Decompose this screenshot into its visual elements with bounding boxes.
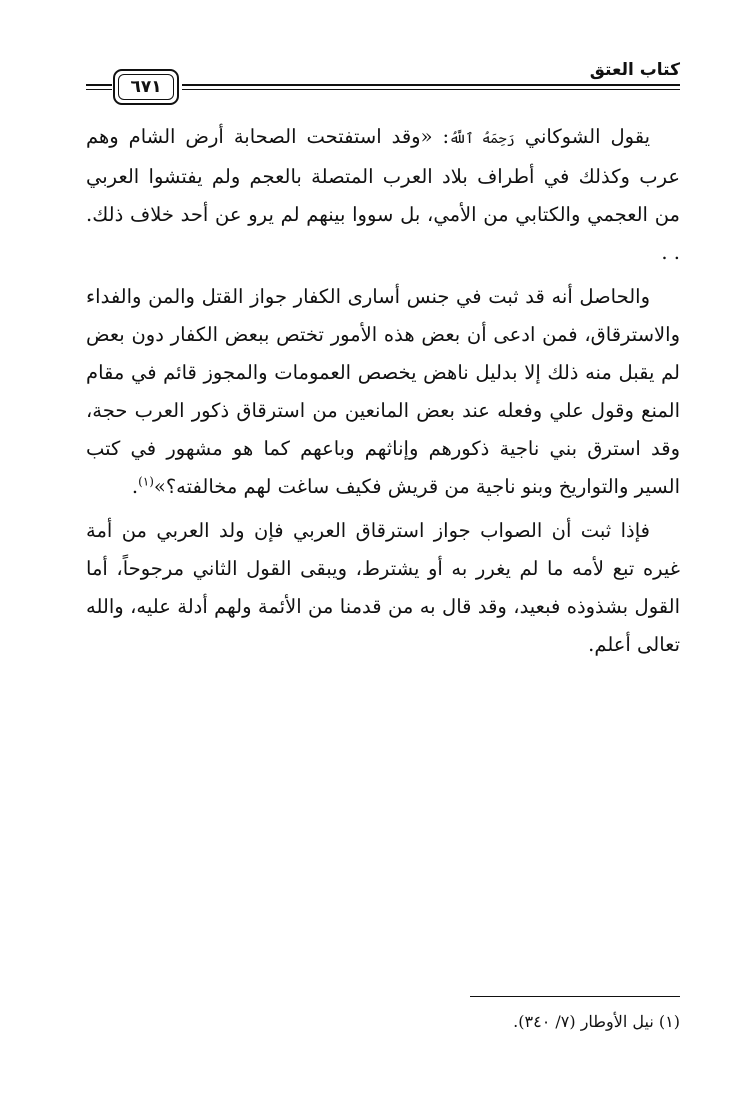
footnote-text: نيل الأوطار (٧/ ٣٤٠). xyxy=(513,1012,654,1031)
page-number-frame xyxy=(113,69,179,105)
paragraph-3-text: فإذا ثبت أن الصواب جواز استرقاق العربي فإن ولد العربي من أمة غيره تبع لأمه ما لم يغرر به أو يشترط، ويبقى القول الثاني مرجوحاً، أما القول بشذوذه فبعيد، وقد قال به من قدمنا من الأئمة ولهم أدلة عليه، والله تعالى أعلم. xyxy=(86,519,680,656)
page-number: ٦٧١ xyxy=(118,74,174,100)
header-rule-thin xyxy=(182,89,680,90)
footnote-reference: (١) xyxy=(138,474,154,489)
footnote-1 xyxy=(86,1009,680,1035)
running-header xyxy=(86,56,680,106)
paragraph-1-text: : «وقد استفتحت الصحابة أرض الشام وهم عرب وكذلك في أطراف بلاد العرب المتصلة بالعجم ولم يفتشوا العربي من العجمي والكتابي من الأمي، بل سووا بينهم لم يرو عن أحد خلاف ذلك. . . xyxy=(86,125,680,264)
paragraph-3 xyxy=(86,512,680,664)
paragraph-1 xyxy=(86,118,680,272)
header-rule xyxy=(182,84,680,86)
header-rule-left-thin xyxy=(86,89,112,90)
paragraph-2 xyxy=(86,278,680,506)
header-rule-left xyxy=(86,84,112,86)
footnote-marker: (١) xyxy=(658,1012,680,1031)
paragraph-1-lead: يقول الشوكاني xyxy=(524,125,651,148)
chapter-title: كتاب العتق xyxy=(589,60,680,80)
honorific-phrase: رَحِمَهُ ٱللَّهُ xyxy=(449,131,515,147)
paragraph-2-text: والحاصل أنه قد ثبت في جنس أسارى الكفار جواز القتل والمن والفداء والاسترقاق، فمن ادعى أن بعض هذه الأمور تختص ببعض الكفار دون بعض لم يقبل منه ذلك إلا بدليل ناهض يخصص العمومات والمجوز قائم في مقام المنع وقول علي وفعله عند بعض المانعين من استرقاق ذكور العرب حجة، وقد استرق بني ناجية ذكورهم وإناثهم وباعهم كما هو مشهور في كتب السير والتواريخ وبنو ناجية من قريش فكيف ساغت لهم مخالفته؟» xyxy=(86,285,680,498)
footnote-separator xyxy=(470,996,680,997)
paragraph-2-tail: . xyxy=(131,475,139,498)
main-text xyxy=(86,118,680,670)
